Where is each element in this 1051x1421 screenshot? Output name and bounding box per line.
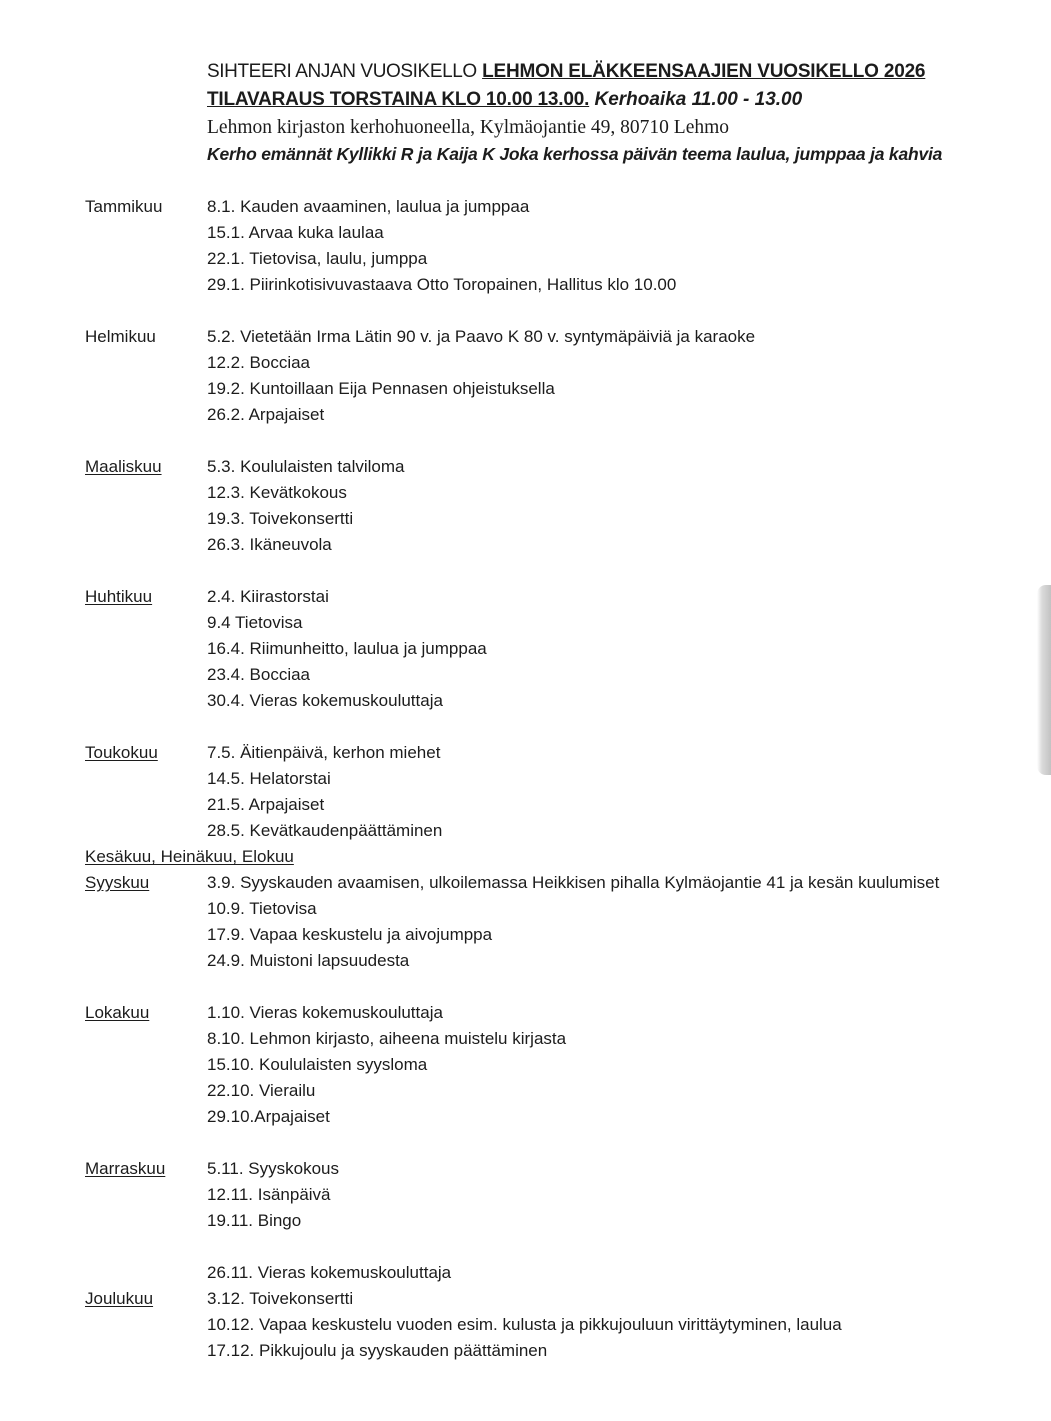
schedule-section: [85, 844, 1025, 870]
event-item: 5.3. Koululaisten talviloma: [207, 457, 405, 476]
schedule-section: [85, 870, 1025, 974]
event-item: 29.10.Arpajaiset: [207, 1107, 330, 1126]
subtitle-line: [207, 86, 1025, 114]
document-page: [85, 58, 1025, 1364]
month-label: Kesäkuu, Heinäkuu, Elokuu: [85, 847, 294, 866]
month-label: Maaliskuu: [85, 457, 162, 476]
events-list: [207, 454, 405, 558]
title-main: LEHMON ELÄKKEENSAAJIEN VUOSIKELLO 2026: [482, 61, 926, 82]
events-list: [207, 324, 755, 428]
events-list: [207, 1156, 339, 1234]
event-item: 26.2. Arpajaiset: [207, 405, 325, 424]
event-item: 1.10. Vieras kokemuskouluttaja: [207, 1003, 443, 1022]
event-item: 28.5. Kevätkaudenpäättäminen: [207, 821, 443, 840]
title-line: [207, 58, 1025, 86]
events-list: [207, 1286, 842, 1364]
title-prefix: SIHTEERI ANJAN VUOSIKELLO: [207, 61, 477, 82]
month-label: Marraskuu: [85, 1159, 166, 1178]
event-item: 21.5. Arpajaiset: [207, 795, 325, 814]
month-label: Syyskuu: [85, 873, 150, 892]
event-item: 29.1. Piirinkotisivuvastaava Otto Toropainen, Hallitus klo 10.00: [207, 275, 677, 294]
event-item: 15.10. Koululaisten syysloma: [207, 1055, 428, 1074]
events-list: [207, 740, 442, 844]
address-line: Lehmon kirjaston kerhohuoneella, Kylmäojantie 49, 80710 Lehmo: [207, 117, 730, 138]
schedule-section: [85, 1260, 1025, 1286]
event-item: 30.4. Vieras kokemuskouluttaja: [207, 691, 443, 710]
event-item: 24.9. Muistoni lapsuudesta: [207, 951, 410, 970]
month-label: Joulukuu: [85, 1289, 154, 1308]
event-item: 22.10. Vierailu: [207, 1081, 316, 1100]
event-item: 5.2. Vietetään Irma Lätin 90 v. ja Paavo K 80 v. syntymäpäiviä ja karaoke: [207, 327, 756, 346]
event-item: 26.11. Vieras kokemuskouluttaja: [207, 1263, 452, 1282]
events-list: [207, 1000, 566, 1130]
events-list: [207, 584, 487, 714]
events-list: [207, 194, 676, 298]
schedule-section: [85, 194, 1025, 298]
schedule-section: [85, 740, 1025, 844]
month-label: Helmikuu: [85, 327, 156, 346]
schedule-section: [85, 1286, 1025, 1364]
month-label: Lokakuu: [85, 1003, 150, 1022]
event-item: 2.4. Kiirastorstai: [207, 587, 329, 606]
event-item: 19.3. Toivekonsertti: [207, 509, 354, 528]
scrollbar-thumb[interactable]: [1037, 585, 1051, 775]
subtitle-reservation: TILAVARAUS TORSTAINA KLO 10.00 13.00.: [207, 89, 590, 110]
event-item: 3.12. Toivekonsertti: [207, 1289, 354, 1308]
event-item: 10.9. Tietovisa: [207, 899, 317, 918]
event-item: 19.2. Kuntoillaan Eija Pennasen ohjeistuksella: [207, 379, 555, 398]
schedule-section: [85, 1000, 1025, 1130]
events-list: [207, 870, 939, 974]
hosts-note-line: Kerho emännät Kyllikki R ja Kaija K Joka kerhossa päivän teema laulua, jumppaa ja kahvia: [207, 144, 943, 164]
month-label: Toukokuu: [85, 743, 158, 762]
event-item: 23.4. Bocciaa: [207, 665, 311, 684]
event-item: 17.12. Pikkujoulu ja syyskauden päättäminen: [207, 1341, 548, 1360]
event-item: 19.11. Bingo: [207, 1211, 302, 1230]
event-item: 7.5. Äitienpäivä, kerhon miehet: [207, 743, 441, 762]
month-label: Tammikuu: [85, 197, 163, 216]
schedule-section: [85, 584, 1025, 714]
event-item: 5.11. Syyskokous: [207, 1159, 339, 1178]
schedule-section: [85, 454, 1025, 558]
event-item: 26.3. Ikäneuvola: [207, 535, 332, 554]
events-list: [207, 1260, 451, 1286]
event-item: 14.5. Helatorstai: [207, 769, 331, 788]
schedule: [85, 194, 1025, 1364]
event-item: 12.11. Isänpäivä: [207, 1185, 331, 1204]
event-item: 9.4 Tietovisa: [207, 613, 303, 632]
event-item: 22.1. Tietovisa, laulu, jumppa: [207, 249, 428, 268]
event-item: 12.2. Bocciaa: [207, 353, 311, 372]
event-item: 12.3. Kevätkokous: [207, 483, 347, 502]
event-item: 8.1. Kauden avaaminen, laulua ja jumppaa: [207, 197, 530, 216]
event-item: 8.10. Lehmon kirjasto, aiheena muistelu kirjasta: [207, 1029, 567, 1048]
schedule-section: [85, 1156, 1025, 1234]
event-item: 3.9. Syyskauden avaamisen, ulkoilemassa Heikkisen pihalla Kylmäojantie 41 ja kesän kuulumiset: [207, 873, 940, 892]
document-header: [207, 58, 1025, 168]
event-item: 10.12. Vapaa keskustelu vuoden esim. kulusta ja pikkujouluun virittäytyminen, laulua: [207, 1315, 842, 1334]
month-label: Huhtikuu: [85, 587, 153, 606]
event-item: 16.4. Riimunheitto, laulua ja jumppaa: [207, 639, 487, 658]
schedule-section: [85, 324, 1025, 428]
event-item: 15.1. Arvaa kuka laulaa: [207, 223, 384, 242]
subtitle-clubtime: Kerhoaika 11.00 - 13.00: [594, 89, 803, 110]
event-item: 17.9. Vapaa keskustelu ja aivojumppa: [207, 925, 493, 944]
